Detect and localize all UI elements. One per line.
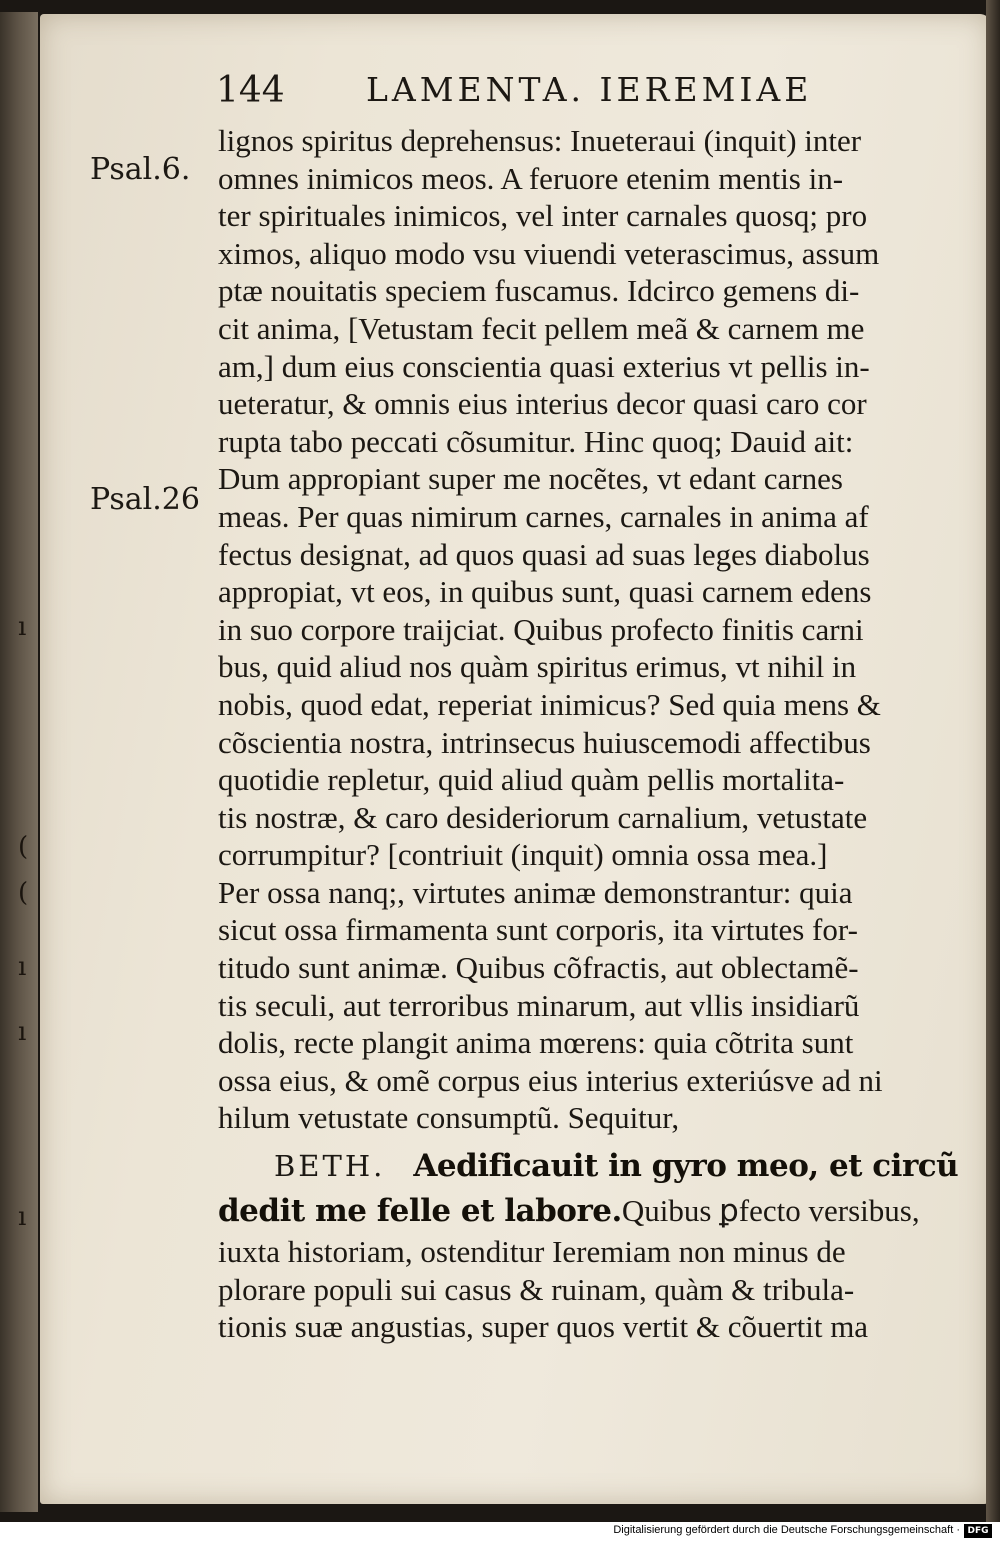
- digitization-footer: [0, 1522, 1000, 1541]
- verse-text: dedit me felle et labore.: [218, 1193, 622, 1230]
- verse-heading: [218, 1143, 966, 1189]
- text-line: nobis, quod edat, reperiat inimicus? Sed quia mens &: [218, 686, 881, 722]
- text-line: ter spirituales inimicos, vel inter carnales quosq; pro: [218, 198, 868, 234]
- text-line: tis nostræ, & caro desideriorum carnalium, vetustate: [218, 799, 868, 835]
- margin-note: Psal.26: [90, 482, 200, 517]
- text-line: ptæ nouitatis speciem fuscamus. Idcirco gemens di-: [218, 273, 860, 309]
- text-line: ossa eius, & omẽ corpus eius interius exteriúsve ad ni: [218, 1062, 883, 1098]
- text-line: ueteratur, & omnis eius interius decor quasi caro cor: [218, 386, 867, 422]
- text-line: tis seculi, aut terroribus minarum, aut vllis insidiarũ: [218, 987, 860, 1023]
- text-line: Dum appropiant super me nocẽtes, vt edant carnes: [218, 461, 843, 497]
- text-line: plorare populi sui casus & ruinam, quàm & tribula-: [218, 1271, 855, 1307]
- text-line: bus, quid aliud nos quàm spiritus erimus, vt nihil in: [218, 649, 857, 685]
- text-line: cit anima, [Vetustam fecit pellem meã & carnem me: [218, 310, 865, 346]
- text-line: omnes inimicos meos. A feruore etenim mentis in-: [218, 160, 844, 196]
- facing-page-fragment: ı: [18, 612, 27, 642]
- dfg-logo: DFG: [964, 1524, 992, 1538]
- verse-text: Aedificauit in gyro meo, et circũ: [413, 1148, 959, 1185]
- text-line: rupta tabo peccati cõsumitur. Hinc quoq; Dauid ait:: [218, 423, 854, 459]
- text-line: iuxta historiam, ostenditur Ieremiam non minus de: [218, 1234, 846, 1270]
- text-line: cõscientia nostra, intrinsecus huiuscemodi affectibus: [218, 724, 871, 760]
- margin-note: Psal.6.: [90, 152, 191, 187]
- funding-credit: Digitalisierung gefördert durch die Deutsche Forschungsgemeinschaft ·: [613, 1524, 960, 1536]
- page-edge-shadow: [986, 0, 1000, 1522]
- text-line: fectus designat, ad quos quasi ad suas leges diabolus: [218, 536, 870, 572]
- text-line: tionis suæ angustias, super quos vertit & cõuertit ma: [218, 1309, 869, 1345]
- text-line: quotidie repletur, quid aliud quàm pellis mortalita-: [218, 762, 845, 798]
- verse-line: [218, 1189, 966, 1233]
- page-number: 144: [216, 70, 285, 111]
- text-line: Per ossa nanq;, virtutes animæ demonstrantur: quia: [218, 874, 853, 910]
- text-line: sicut ossa firmamenta sunt corporis, ita virtutes for-: [218, 912, 858, 948]
- running-title: LAMENTA. IEREMIAE: [366, 70, 813, 109]
- text-line: appropiat, vt eos, in quibus sunt, quasi carnem edens: [218, 574, 872, 610]
- text-line: corrumpitur? [contriuit (inquit) omnia ossa mea.]: [218, 837, 828, 873]
- facing-page-fragment: ı: [18, 952, 27, 982]
- commentary-text: Quibus ꝑfecto versibus,: [621, 1193, 920, 1229]
- text-line: ximos, aliquo modo vsu viuendi veterascimus, assum: [218, 235, 880, 271]
- facing-page-fragment: (: [18, 832, 29, 862]
- text-line: hilum vetustate consumptũ. Sequitur,: [218, 1100, 680, 1136]
- text-line: dolis, recte plangit anima mœrens: quia cõtrita sunt: [218, 1025, 854, 1061]
- facing-page-edge: [0, 12, 38, 1512]
- main-text: [218, 122, 966, 1346]
- hebrew-letter-heading: BETH.: [274, 1149, 386, 1184]
- running-head: [0, 70, 1000, 120]
- facing-page-fragment: ı: [18, 1017, 27, 1047]
- text-line: meas. Per quas nimirum carnes, carnales in anima af: [218, 498, 869, 534]
- facing-page-fragment: ı: [18, 1202, 27, 1232]
- text-line: am,] dum eius conscientia quasi exterius vt pellis in-: [218, 348, 870, 384]
- text-line: titudo sunt animæ. Quibus cõfractis, aut oblectamẽ-: [218, 950, 859, 986]
- text-line: lignos spiritus deprehensus: Inueteraui (inquit) inter: [218, 123, 862, 158]
- text-line: in suo corpore traijciat. Quibus profecto finitis carni: [218, 611, 864, 647]
- facing-page-fragment: (: [18, 878, 29, 908]
